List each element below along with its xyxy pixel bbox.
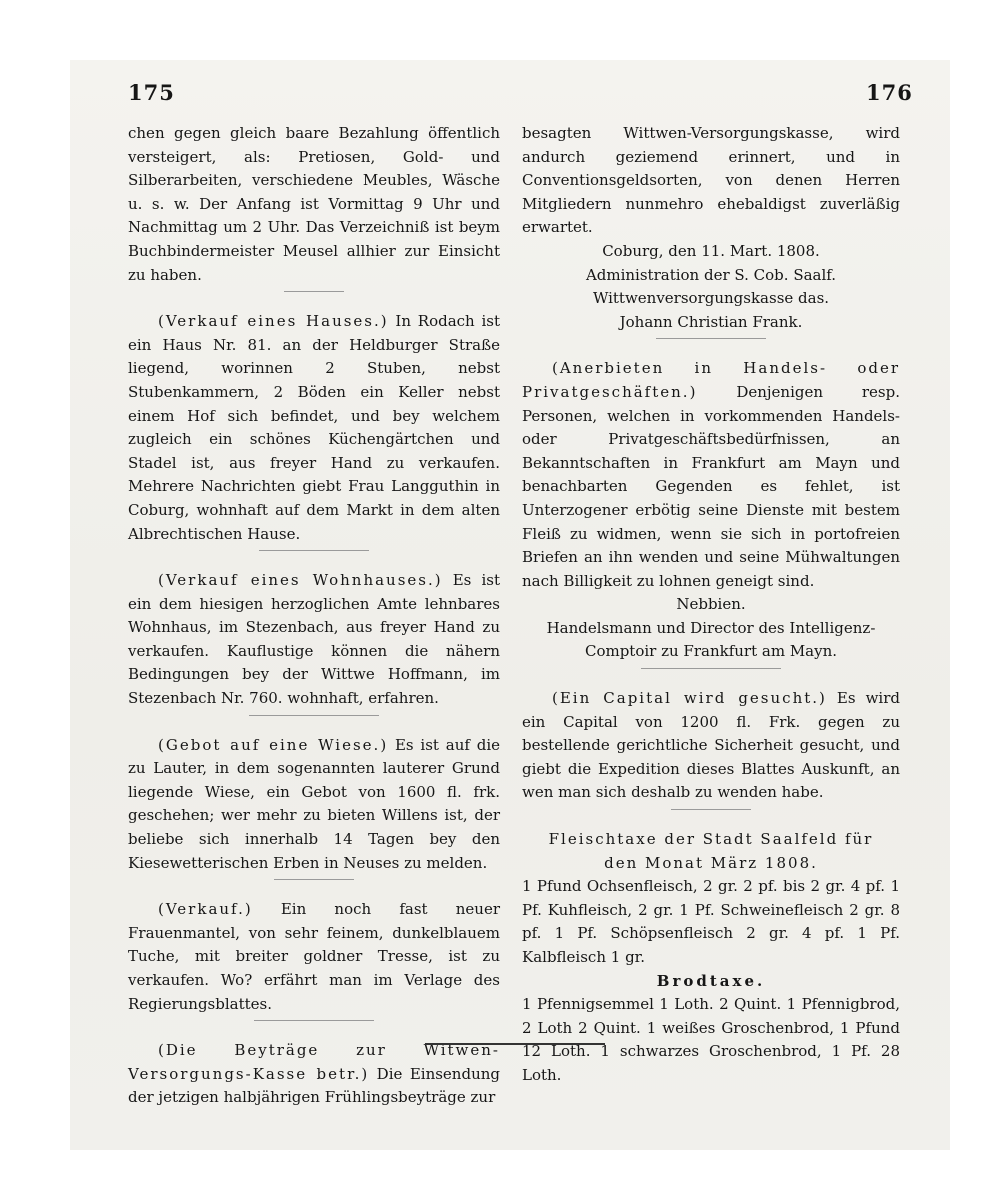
separator: [671, 809, 751, 810]
separator: [656, 338, 766, 339]
notice-capital-sought: [522, 687, 900, 805]
page-number-left: 175: [128, 80, 175, 105]
notice-title: (Ein Capital wird gesucht.): [552, 689, 827, 708]
separator: [274, 879, 354, 880]
notice-widow-fund-continued: besagten Wittwen-Versorgungskasse, wird andurch geziemend erinnert, und in Conventionsgeldsorten, von denen Herren Mitgliedern nunmehro ehebaldigst zuverläßig erwartet.: [522, 124, 900, 237]
notice-dwelling-sale: [128, 569, 500, 711]
signature-line-2: Comptoir zu Frankfurt am Mayn.: [584, 642, 838, 661]
bread-tax-heading: Brodtaxe.: [656, 971, 766, 990]
notice-title: (Gebot auf eine Wiese.): [158, 735, 389, 754]
separator: [641, 668, 781, 669]
separator: [284, 291, 344, 292]
notice-business-offer: [522, 357, 900, 593]
separator: [249, 715, 379, 716]
notice-body: Ein noch fast neuer Frauenmantel, von sehr feinem, dunkelblauem Tuche, mit breiter goldner Tresse, ist zu verkaufen. Wo? erfährt man im Verlage des Regierungsblattes.: [128, 900, 500, 1013]
notice-meadow-bid: [128, 734, 500, 876]
signature-name: Nebbien.: [676, 595, 746, 614]
administration-line: Administration der S. Cob. Saalf. Wittwenversorgungskasse das.: [585, 265, 837, 308]
notice-body: Es wird ein Capital von 1200 fl. Frk. gegen zu bestellende gerichtliche Sicherheit gesucht, und giebt die Expedition dieses Blattes Auskunft, an wen man sich deshalb zu wenden habe.: [522, 689, 901, 802]
notice-title: (Verkauf eines Wohnhauses.): [158, 571, 443, 590]
right-column: [522, 122, 900, 1088]
notice-body: In Rodach ist ein Haus Nr. 81. an der Heldburger Straße liegend, worinnen 2 Stuben, nebst Stubenkammern, 2 Böden ein Keller nebst einem Hof sich befindet, und bey welchem zugleich ein schönes Küchengärtchen und Stadel ist, aus freyer Hand zu verkaufen. Mehrere Nachrichten giebt Frau Langguthin in Coburg, wohnhaft auf dem Markt in dem alten Albrechtischen Hause.: [128, 312, 501, 543]
notice-house-sale: [128, 310, 500, 546]
meat-tax-heading-2: den Monat März 1808.: [604, 853, 818, 872]
meat-tax-body: 1 Pfund Ochsenfleisch, 2 gr. 2 pf. bis 2 gr. 4 pf. 1 Pf. Kuhfleisch, 2 gr. 1 Pf. Schweinefleisch 2 gr. 8 pf. 1 Pf. Schöpsenfleisch 2 gr. 4 pf. 1 Pf. Kalbfleisch 1 gr.: [522, 877, 900, 966]
separator: [254, 1020, 374, 1021]
separator: [259, 550, 369, 551]
meat-tax-heading-1: Fleischtaxe der Stadt Saalfeld für: [548, 830, 874, 849]
notice-coat-sale: [128, 898, 500, 1016]
page-end-rule: [425, 1043, 605, 1045]
notice-widow-fund: [128, 1039, 500, 1110]
signer-name: Johann Christian Frank.: [619, 312, 803, 331]
notice-auction-continued: chen gegen gleich baare Bezahlung öffentlich versteigert, als: Pretiosen, Gold- und Silberarbeiten, verschiedene Meubles, Wäsche u. s. w. Der Anfang ist Vormittag 9 Uhr und Nachmittag um 2 Uhr. Das Verzeichniß ist beym Buchbindermeister Meusel allhier zur Einsicht zu haben.: [128, 124, 500, 284]
notice-title: (Die Beyträge zur Witwen-Versorgungs-Kasse betr.): [128, 1041, 500, 1083]
notice-title: (Verkauf.): [158, 900, 253, 919]
notice-title: (Anerbieten in Handels- oder Privatgeschäften.): [522, 359, 900, 401]
notice-body: Es ist ein dem hiesigen herzoglichen Amte lehnbares Wohnhaus, im Stezenbach, aus freyer Hand zu verkaufen. Kauflustige können die nähern Bedingungen bey der Wittwe Hoffmann, im Stezenbach Nr. 760. wohnhaft, erfahren.: [128, 571, 500, 708]
dateline: Coburg, den 11. Mart. 1808.: [602, 241, 820, 260]
notice-title: (Verkauf eines Hauses.): [158, 312, 389, 331]
notice-body: Es ist auf die zu Lauter, in dem sogenannten lauterer Grund liegende Wiese, ein Gebot von 1600 fl. frk. geschehen; wer mehr zu bieten Willens ist, der beliebe sich innerhalb 14 Tagen bey den Kiesewetterischen Erben in Neuses zu melden.: [128, 735, 500, 872]
left-column: [128, 122, 500, 1110]
signature-line-1: Handelsmann und Director des Intelligenz-: [546, 618, 876, 637]
notice-body: Die Einsendung der jetzigen halbjährigen Frühlingsbeyträge zur: [128, 1064, 500, 1107]
bread-tax-body: 1 Pfennigsemmel 1 Loth. 2 Quint. 1 Pfennigbrod, 2 Loth 2 Quint. 1 weißes Groschenbrod, 1 Pfund 12 Loth. 1 schwarzes Groschenbrod, 1 Pf. 28 Loth.: [522, 995, 900, 1084]
notice-body: Denjenigen resp. Personen, welchen in vorkommenden Handels- oder Privatgeschäftsbedürfnissen, an Bekanntschaften in Frankfurt am Mayn und benachbarten Gegenden es fehlet, ist Unterzogener erbötig seine Dienste mit bestem Fleiß zu widmen, wenn sie sich in portofreien Briefen an ihn wenden und seine Mühwaltungen nach Billigkeit zu lohnen geneigt sind.: [522, 382, 900, 590]
page-number-right: 176: [866, 80, 913, 105]
